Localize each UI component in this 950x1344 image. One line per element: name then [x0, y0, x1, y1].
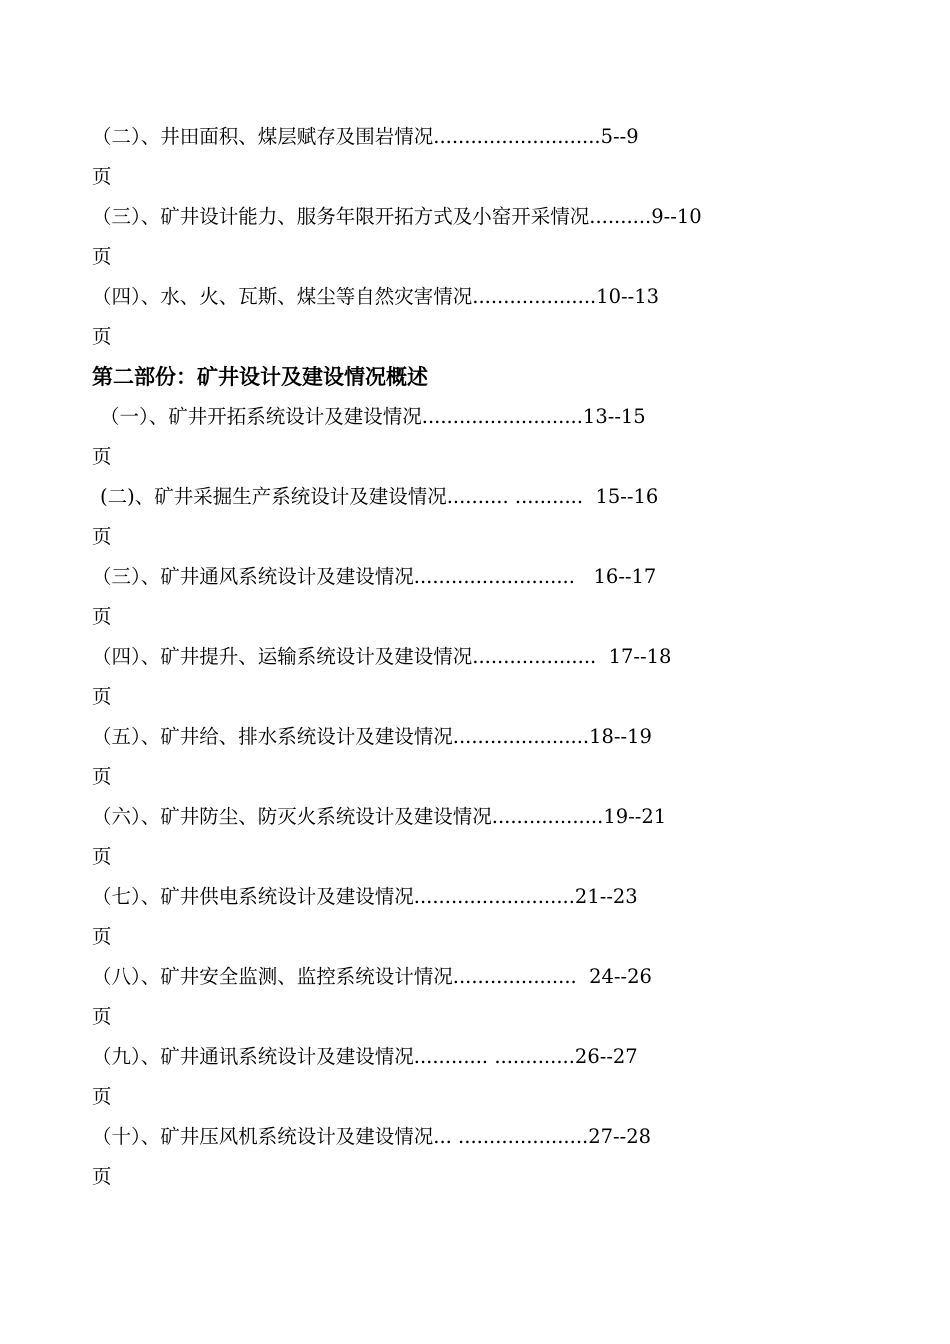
- toc-entry-page-suffix: 页: [92, 245, 112, 268]
- toc-entry: （三）、矿井通风系统设计及建设情况.......................... 16--17: [92, 565, 657, 588]
- toc-entry: （二）、井田面积、煤层赋存及围岩情况...........................5--9: [92, 125, 639, 148]
- toc-entry-page-suffix: 页: [92, 1005, 112, 1028]
- toc-entry-page-suffix: 页: [92, 685, 112, 708]
- toc-entry-page-suffix: 页: [92, 1085, 112, 1108]
- toc-entry-page-suffix: 页: [92, 925, 112, 948]
- toc-entry: （十）、矿井压风机系统设计及建设情况... .....................27--28: [92, 1125, 652, 1148]
- toc-entry-page-suffix: 页: [92, 165, 112, 188]
- toc-entry-page-suffix: 页: [92, 845, 112, 868]
- toc-entry: （四）、矿井提升、运输系统设计及建设情况.................... 17--18: [92, 645, 672, 668]
- toc-entry-page-suffix: 页: [92, 525, 112, 548]
- toc-entry: （一）、矿井开拓系统设计及建设情况..........................13--15: [100, 405, 646, 428]
- toc-entry: （六）、矿井防尘、防灭火系统设计及建设情况..................19--21: [92, 805, 667, 828]
- toc-entry: （八）、矿井安全监测、监控系统设计情况.................... 24--26: [92, 965, 652, 988]
- section-heading: 第二部份：矿井设计及建设情况概述: [92, 365, 428, 389]
- toc-entry: （九）、矿井通讯系统设计及建设情况............ .............26--27: [92, 1045, 638, 1068]
- toc-entry-page-suffix: 页: [92, 445, 112, 468]
- toc-entry-page-suffix: 页: [92, 765, 112, 788]
- toc-entry-page-suffix: 页: [92, 325, 112, 348]
- toc-entry-page-suffix: 页: [92, 1165, 112, 1188]
- toc-entry: （七）、矿井供电系统设计及建设情况..........................21--23: [92, 885, 638, 908]
- toc-entry-page-suffix: 页: [92, 605, 112, 628]
- toc-entry: （五）、矿井给、排水系统设计及建设情况......................18--19: [92, 725, 652, 748]
- toc-entry: （四）、水、火、瓦斯、煤尘等自然灾害情况....................10--13: [92, 285, 660, 308]
- toc-entry: (二)、矿井采掘生产系统设计及建设情况.......... ........... 15--16: [100, 485, 659, 508]
- toc-entry: （三）、矿井设计能力、服务年限开拓方式及小窑开采情况..........9--10: [92, 205, 702, 228]
